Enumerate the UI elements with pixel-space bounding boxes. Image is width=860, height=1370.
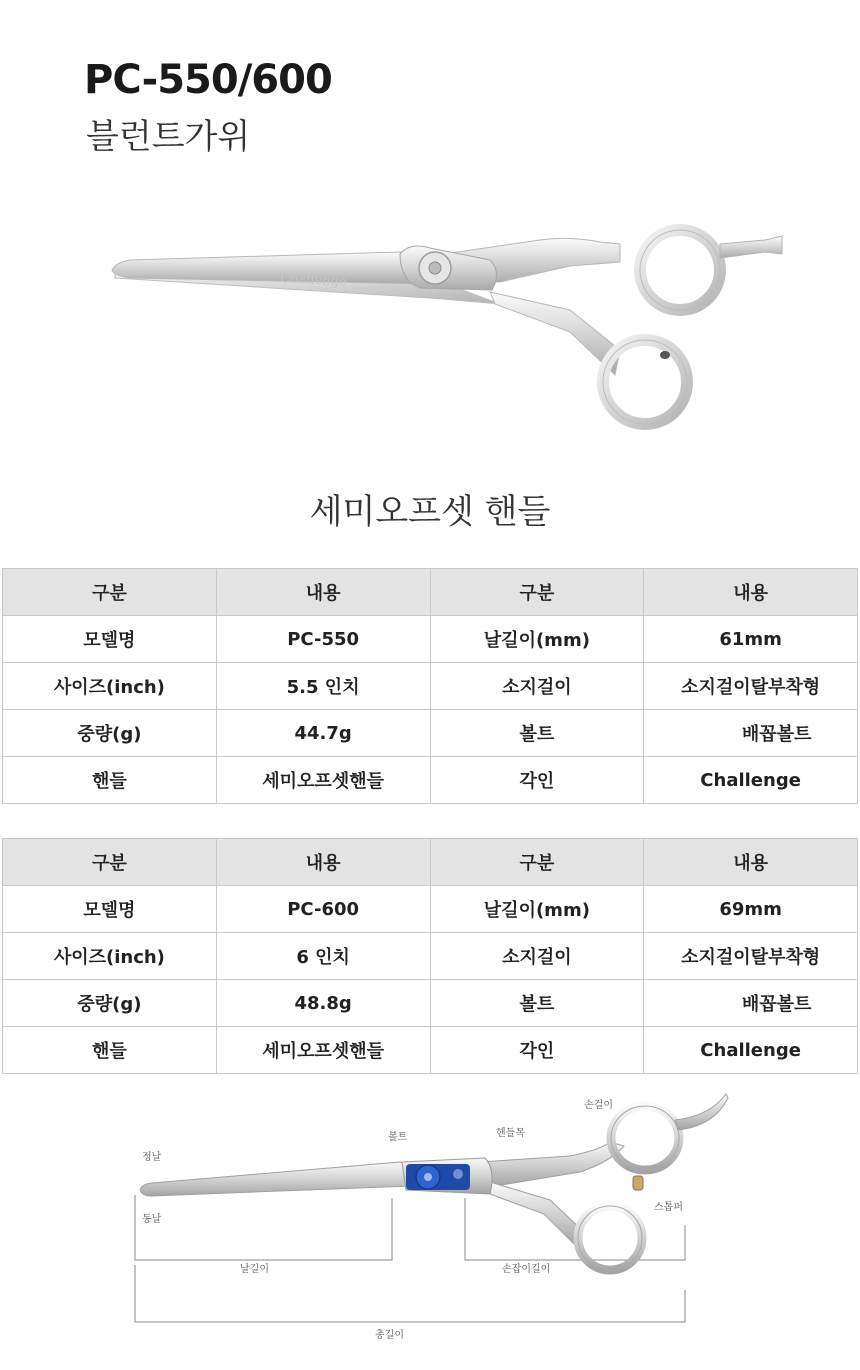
table-cell: 중량(g) — [3, 710, 217, 757]
table-cell: 날길이(mm) — [430, 616, 644, 663]
label-upper-blade: 정날 — [142, 1152, 162, 1163]
table-cell: 소지걸이탈부착형 — [644, 663, 858, 710]
table-header-row — [3, 839, 858, 886]
header-cell: 구분 — [3, 839, 217, 886]
table-row — [3, 933, 858, 980]
spec-table-pc600 — [2, 838, 858, 1074]
table-cell: PC-550 — [216, 616, 430, 663]
header-cell: 내용 — [644, 569, 858, 616]
table-cell: 배꼽볼트 — [644, 710, 858, 757]
header-cell: 내용 — [644, 839, 858, 886]
table-cell: 각인 — [430, 757, 644, 804]
table-cell: Challenge — [644, 1027, 858, 1074]
spec-table-pc550 — [2, 568, 858, 804]
label-handle-length: 손잡이길이 — [502, 1264, 551, 1275]
table-cell: 소지걸이탈부착형 — [644, 933, 858, 980]
table-cell: 5.5 인치 — [216, 663, 430, 710]
label-total-length: 총길이 — [375, 1330, 404, 1341]
table-cell: 핸들 — [3, 1027, 217, 1074]
table-cell: 소지걸이 — [430, 933, 644, 980]
table-cell: 44.7g — [216, 710, 430, 757]
table-cell: 모델명 — [3, 616, 217, 663]
header-cell: 구분 — [430, 839, 644, 886]
scissors-product-image — [100, 200, 800, 460]
engraving-text: Challenge — [279, 271, 347, 290]
table-cell: 날길이(mm) — [430, 886, 644, 933]
table-cell: 볼트 — [430, 980, 644, 1027]
scissors-parts-diagram — [130, 1090, 730, 1350]
table-row — [3, 980, 858, 1027]
table-cell: PC-600 — [216, 886, 430, 933]
label-bolt: 볼트 — [388, 1132, 408, 1143]
table-cell: 모델명 — [3, 886, 217, 933]
table-cell: 소지걸이 — [430, 663, 644, 710]
header-cell: 구분 — [430, 569, 644, 616]
label-lower-blade: 동날 — [142, 1214, 162, 1225]
table-cell: 세미오프셋핸들 — [216, 757, 430, 804]
table-cell: Challenge — [644, 757, 858, 804]
section-title: 세미오프셋 핸들 — [309, 492, 551, 532]
table-cell: 사이즈(inch) — [3, 663, 217, 710]
table-row — [3, 886, 858, 933]
table-cell: 중량(g) — [3, 980, 217, 1027]
header-cell: 구분 — [3, 569, 217, 616]
table-cell: 세미오프셋핸들 — [216, 1027, 430, 1074]
table-cell: 볼트 — [430, 710, 644, 757]
table-cell: 각인 — [430, 1027, 644, 1074]
table-row — [3, 663, 858, 710]
label-finger-ring: 손걸이 — [584, 1100, 613, 1111]
table-cell: 6 인치 — [216, 933, 430, 980]
model-title: PC-550/600 — [84, 57, 332, 103]
table-cell: 61mm — [644, 616, 858, 663]
table-cell: 핸들 — [3, 757, 217, 804]
header-cell: 내용 — [216, 569, 430, 616]
table-row — [3, 616, 858, 663]
label-stopper: 스톱퍼 — [654, 1202, 683, 1213]
table-row — [3, 710, 858, 757]
label-handle-neck: 핸들목 — [496, 1128, 525, 1139]
table-cell: 48.8g — [216, 980, 430, 1027]
label-blade-length: 날길이 — [240, 1264, 269, 1275]
table-cell: 배꼽볼트 — [644, 980, 858, 1027]
table-header-row — [3, 569, 858, 616]
table-row — [3, 757, 858, 804]
table-cell: 사이즈(inch) — [3, 933, 217, 980]
header-cell: 내용 — [216, 839, 430, 886]
product-name: 블런트가위 — [86, 117, 251, 157]
table-cell: 69mm — [644, 886, 858, 933]
table-row — [3, 1027, 858, 1074]
